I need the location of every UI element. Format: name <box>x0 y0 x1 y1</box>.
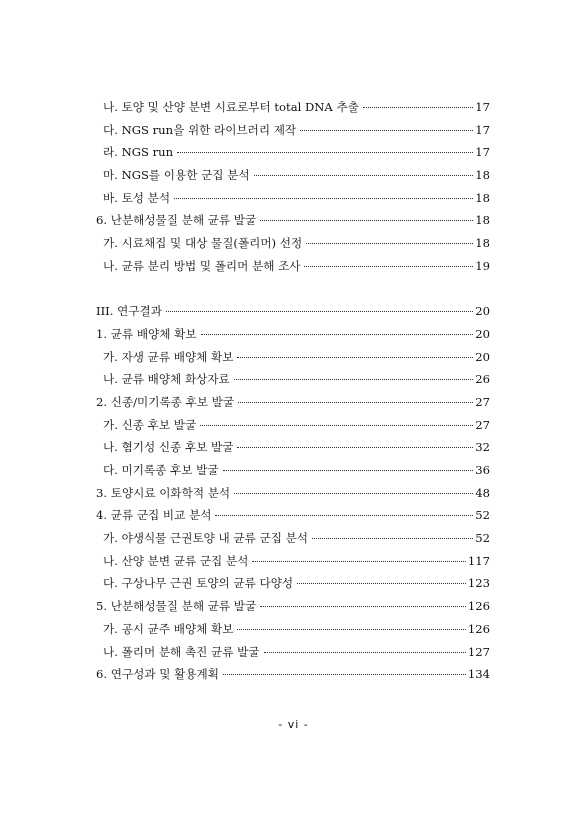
toc-entry-page: 26 <box>475 372 490 387</box>
toc-entry-label: 가. 야생식물 근권토양 내 균류 군집 분석 <box>103 531 308 546</box>
toc-entry[interactable] <box>96 414 490 437</box>
toc-entry-label: 라. NGS run <box>103 145 174 160</box>
toc-entry[interactable] <box>96 346 490 369</box>
toc-group-results <box>96 300 490 686</box>
toc-entry-label: III. 연구결과 <box>96 304 162 319</box>
dot-leader <box>260 605 466 607</box>
toc-group-methods <box>96 96 490 278</box>
dot-leader <box>166 310 473 312</box>
dot-leader <box>177 151 473 153</box>
dot-leader <box>304 265 473 267</box>
toc-entry-page: 27 <box>475 394 490 409</box>
toc-entry[interactable] <box>96 232 490 255</box>
toc-entry-page: 17 <box>475 100 490 114</box>
toc-entry[interactable] <box>96 323 490 346</box>
dot-leader <box>252 560 466 562</box>
dot-leader <box>237 356 473 358</box>
dot-leader <box>237 628 465 630</box>
toc-entry-label: 6. 연구성과 및 활용계획 <box>96 667 219 682</box>
toc-section-gap <box>96 278 490 301</box>
toc-entry-page: 134 <box>467 667 490 682</box>
toc-entry[interactable] <box>96 164 490 187</box>
toc-entry-label: 가. 공시 균주 배양체 확보 <box>103 621 234 636</box>
toc-entry[interactable] <box>96 550 490 573</box>
toc-entry[interactable] <box>96 504 490 527</box>
toc-entry[interactable] <box>96 187 490 210</box>
toc-entry-page: 52 <box>475 531 490 546</box>
toc-entry[interactable] <box>96 618 490 641</box>
dot-leader <box>223 469 474 471</box>
toc-entry-page: 18 <box>475 190 490 205</box>
toc-entry-label: 다. NGS run을 위한 라이브러리 제작 <box>103 122 297 137</box>
toc-entry-page: 18 <box>475 213 490 228</box>
toc-entry-label: 나. 균류 분리 방법 및 폴리머 분해 조사 <box>103 258 301 273</box>
toc-entry-label: 1. 균류 배양체 확보 <box>96 326 197 341</box>
toc-entry[interactable] <box>96 663 490 686</box>
dot-leader <box>306 242 473 244</box>
toc-entry[interactable] <box>96 255 490 278</box>
toc-entry[interactable] <box>96 96 490 119</box>
toc-entry[interactable] <box>96 141 490 164</box>
toc-entry-page: 117 <box>467 553 490 568</box>
dot-leader <box>363 106 473 108</box>
toc-entry-page: 20 <box>475 326 490 341</box>
toc-entry-label: 마. NGS를 이용한 군집 분석 <box>103 168 250 183</box>
toc-entry[interactable] <box>96 209 490 232</box>
toc-entry-label: 5. 난분해성물질 분해 균류 발굴 <box>96 599 257 614</box>
toc-entry-page: 17 <box>475 122 490 137</box>
toc-entry-page: 127 <box>467 644 490 659</box>
toc-entry-page: 126 <box>467 599 490 614</box>
toc-entry-label: 6. 난분해성물질 분해 균류 발굴 <box>96 213 257 228</box>
toc-entry-page: 123 <box>467 576 490 591</box>
toc-entry[interactable] <box>96 300 490 323</box>
toc-entry-label: 다. 구상나무 근권 토양의 균류 다양성 <box>103 576 294 591</box>
toc-entry-page: 19 <box>475 258 490 273</box>
dot-leader <box>234 492 473 494</box>
toc-entry-label: 4. 균류 군집 비교 분석 <box>96 508 212 523</box>
dot-leader <box>312 537 473 539</box>
dot-leader <box>260 219 473 221</box>
toc-entry[interactable] <box>96 572 490 595</box>
toc-entry-label: 3. 토양시료 이화학적 분석 <box>96 485 231 500</box>
dot-leader <box>174 197 473 199</box>
toc-entry[interactable] <box>96 641 490 664</box>
dot-leader <box>300 129 473 131</box>
dot-leader <box>215 514 473 516</box>
toc-entry-page: 48 <box>475 485 490 500</box>
toc-entry-label: 가. 시료채집 및 대상 물질(폴리머) 선정 <box>103 236 303 251</box>
dot-leader <box>201 333 474 335</box>
toc-entry[interactable] <box>96 368 490 391</box>
toc-entry[interactable] <box>96 391 490 414</box>
toc-entry-label: 나. 산양 분변 균류 군집 분석 <box>103 553 249 568</box>
toc-entry-label: 가. 신종 후보 발굴 <box>103 417 197 432</box>
toc-entry-label: 다. 미기록종 후보 발굴 <box>103 463 219 477</box>
dot-leader <box>200 424 473 426</box>
toc-entry-label: 나. 토양 및 산양 분변 시료로부터 total DNA 추출 <box>103 100 359 114</box>
toc-entry-page: 18 <box>475 236 490 251</box>
toc-entry[interactable] <box>96 119 490 142</box>
toc-entry-page: 36 <box>475 463 490 477</box>
page-number: - vi - <box>278 718 309 731</box>
toc-entry[interactable] <box>96 482 490 505</box>
toc-entry-label: 나. 균류 배양체 화상자료 <box>103 372 230 387</box>
toc-entry-label: 나. 폴리머 분해 촉진 균류 발굴 <box>103 644 260 659</box>
dot-leader <box>237 446 473 448</box>
dot-leader <box>234 378 473 380</box>
dot-leader <box>223 673 466 675</box>
toc-entry-label: 2. 신종/미기록종 후보 발굴 <box>96 394 235 409</box>
toc-entry-label: 바. 토성 분석 <box>103 190 171 205</box>
dot-leader <box>297 582 466 584</box>
toc-entry-page: 126 <box>467 621 490 636</box>
dot-leader <box>264 651 466 653</box>
toc-entry-label: 나. 혐기성 신종 후보 발굴 <box>103 440 234 455</box>
toc-entry-page: 52 <box>475 508 490 523</box>
toc-entry[interactable] <box>96 436 490 459</box>
toc-entry-page: 20 <box>475 349 490 364</box>
toc-entry[interactable] <box>96 527 490 550</box>
dot-leader <box>254 174 474 176</box>
table-of-contents <box>96 96 490 686</box>
toc-entry[interactable] <box>96 459 490 482</box>
dot-leader <box>238 401 473 403</box>
toc-entry-page: 27 <box>475 417 490 432</box>
toc-entry-page: 17 <box>475 145 490 160</box>
toc-entry[interactable] <box>96 595 490 618</box>
toc-entry-page: 32 <box>475 440 490 455</box>
toc-entry-page: 18 <box>475 168 490 183</box>
toc-entry-label: 가. 자생 균류 배양체 확보 <box>103 349 234 364</box>
toc-entry-page: 20 <box>475 304 490 319</box>
